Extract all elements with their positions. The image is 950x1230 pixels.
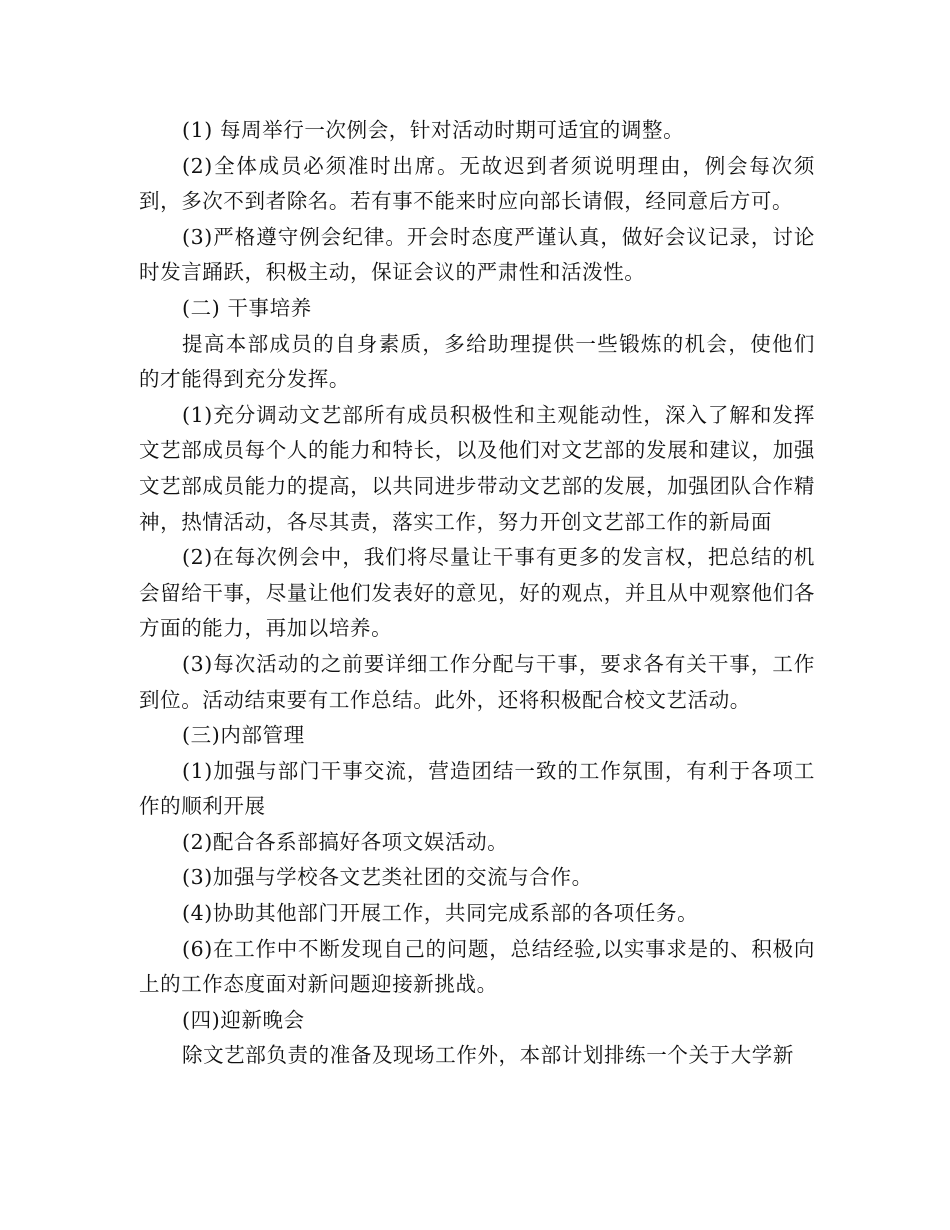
section-heading-internal-management: (三)内部管理 bbox=[182, 723, 305, 748]
paragraph-management-3: (3)加强与学校各文艺类社团的交流与合作。 bbox=[182, 865, 593, 890]
document-body bbox=[139, 113, 815, 1074]
paragraph-training-1: (1)充分调动文艺部所有成员积极性和主观能动性，深入了解和发挥文艺部成员每个人的能力和特长，以及他们对文艺部的发展和建议，加强文艺部成员能力的提高，以共同进步带动文艺部的发展，加强团队合作精神，热情活动，各尽其责，落实工作，努力开创文艺部工作的新局面 bbox=[139, 402, 815, 534]
paragraph-training-intro: 提高本部成员的自身素质，多给助理提供一些锻炼的机会，使他们的才能得到充分发挥。 bbox=[139, 331, 815, 392]
paragraph-discipline: (3)严格遵守例会纪律。开会时态度严谨认真，做好会议记录，讨论时发言踊跃，积极主动，保证会议的严肃性和活泼性。 bbox=[139, 224, 815, 285]
paragraph-welcome-party: 除文艺部负责的准备及现场工作外，本部计划排练一个关于大学新 bbox=[182, 1043, 794, 1068]
paragraph-management-2: (2)配合各系部搞好各项文娱活动。 bbox=[182, 829, 509, 854]
paragraph-management-4: (4)协助其他部门开展工作，共同完成系部的各项任务。 bbox=[182, 901, 699, 926]
section-heading-welcome-party: (四)迎新晚会 bbox=[182, 1007, 305, 1032]
paragraph-management-6: (6)在工作中不断发现自己的问题，总结经验,以实事求是的、积极向上的工作态度面对新问题迎接新挑战。 bbox=[139, 936, 815, 997]
paragraph-training-2: (2)在每次例会中，我们将尽量让干事有更多的发言权，把总结的机会留给干事，尽量让他们发表好的意见，好的观点，并且从中观察他们各方面的能力，再加以培养。 bbox=[139, 545, 815, 641]
section-heading-staff-training: (二) 干事培养 bbox=[182, 295, 312, 320]
paragraph-management-1: (1)加强与部门干事交流，营造团结一致的工作氛围，有利于各项工作的顺利开展 bbox=[139, 758, 815, 819]
paragraph-attendance: (2)全体成员必须准时出席。无故迟到者须说明理由，例会每次须到，多次不到者除名。若有事不能来时应向部长请假，经同意后方可。 bbox=[139, 153, 815, 214]
paragraph-weekly-meeting: (1) 每周举行一次例会，针对活动时期可适宜的调整。 bbox=[182, 118, 685, 142]
paragraph-training-3: (3)每次活动的之前要详细工作分配与干事，要求各有关干事，工作到位。活动结束要有工作总结。此外，还将积极配合校文艺活动。 bbox=[139, 651, 815, 712]
